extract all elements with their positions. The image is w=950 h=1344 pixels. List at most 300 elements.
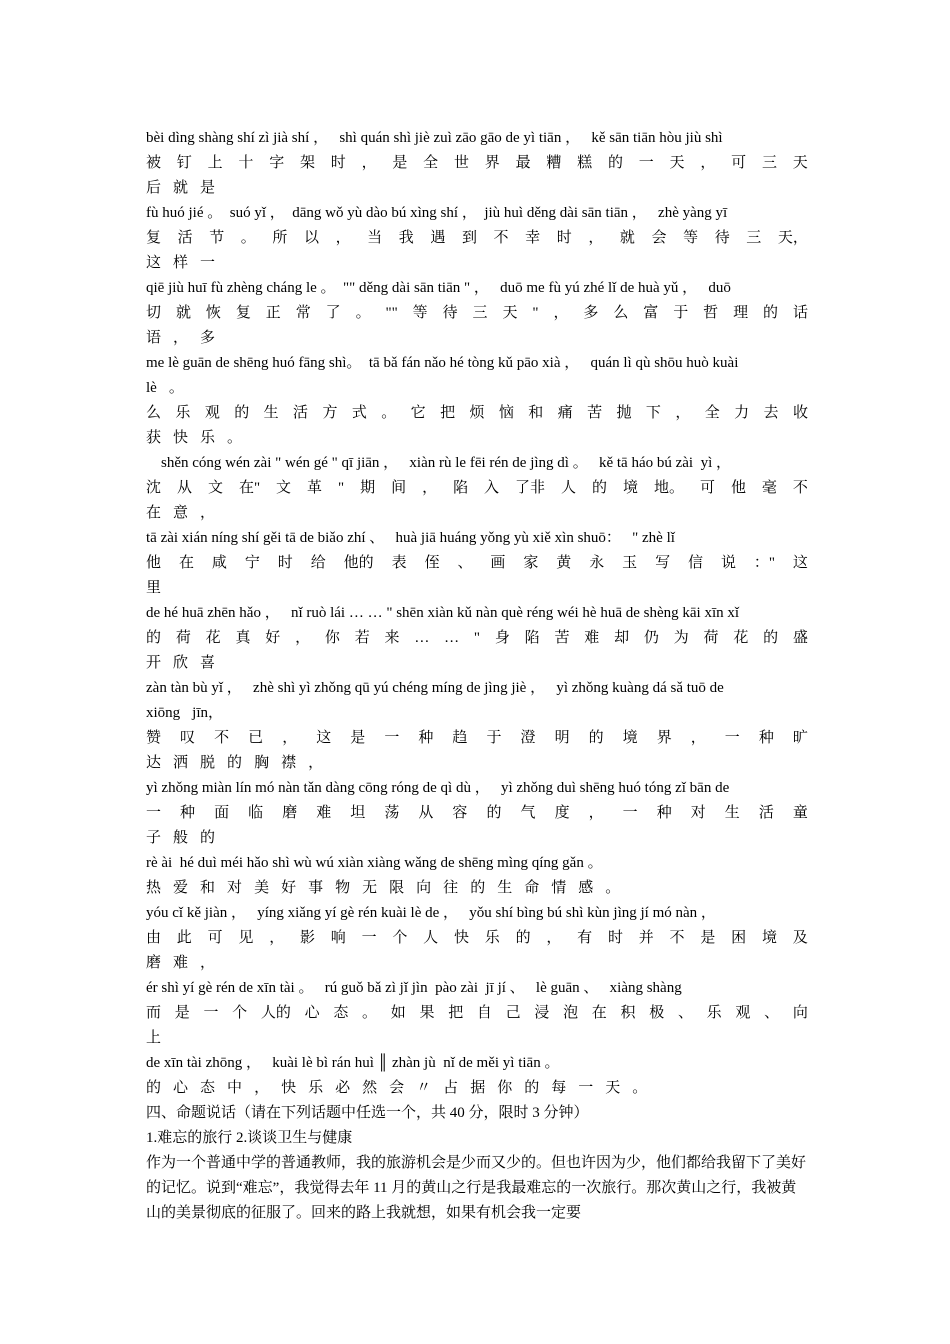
hanzi-token: 难 xyxy=(173,955,189,971)
hanzi-token: 身 xyxy=(494,630,510,646)
hanzi-token: 叹 xyxy=(180,730,196,746)
hanzi-token: 〃 xyxy=(416,1080,432,1096)
hanzi-token: ， xyxy=(173,330,189,346)
hanzi-token: ， xyxy=(282,730,298,746)
hanzi-token: 的 xyxy=(763,630,779,646)
hanzi-token: 下 xyxy=(645,405,661,421)
hanzi-token: 的 xyxy=(515,930,531,946)
hanzi-token: lè xyxy=(146,380,157,396)
hanzi-token: 天 xyxy=(605,1080,621,1096)
hanzi-line xyxy=(146,926,808,951)
hanzi-token: 向 xyxy=(792,1005,808,1021)
hanzi-token: 画 xyxy=(490,555,506,571)
hanzi-line-wrap xyxy=(146,426,808,451)
hanzi-token: 等 xyxy=(412,305,428,321)
hanzi-token: 常 xyxy=(295,305,311,321)
hanzi-token: 了 xyxy=(325,305,341,321)
hanzi-token: 种 xyxy=(656,805,672,821)
hanzi-line-wrap xyxy=(146,326,808,351)
hanzi-token: ， xyxy=(675,405,691,421)
hanzi-token: 陷 xyxy=(453,480,469,496)
hanzi-token: 物 xyxy=(335,880,351,896)
hanzi-line xyxy=(146,726,808,751)
hanzi-token: 恼 xyxy=(498,405,514,421)
hanzi-token: 每 xyxy=(551,1080,567,1096)
hanzi-token: 达 xyxy=(146,755,162,771)
hanzi-token: 花 xyxy=(733,630,749,646)
hanzi-token: 态 xyxy=(200,1080,216,1096)
hanzi-token: 永 xyxy=(589,555,605,571)
hanzi-line-wrap xyxy=(146,701,808,726)
hanzi-token: 为 xyxy=(673,630,689,646)
hanzi-token: 由 xyxy=(146,930,162,946)
hanzi-token: 富 xyxy=(643,305,659,321)
hanzi-token: 就 xyxy=(619,230,635,246)
hanzi-token: 糕 xyxy=(577,155,593,171)
hanzi-token: 一 xyxy=(384,730,400,746)
hanzi-token: 可 xyxy=(207,930,223,946)
hanzi-token: 占 xyxy=(443,1080,459,1096)
hanzi-token: 爱 xyxy=(173,880,189,896)
hanzi-token: 这 xyxy=(792,555,808,571)
hanzi-token: 写 xyxy=(655,555,671,571)
hanzi-token: 文 xyxy=(207,480,223,496)
hanzi-token: 所 xyxy=(272,230,288,246)
hanzi-token: 待 xyxy=(442,305,458,321)
hanzi-token: 旷 xyxy=(792,730,808,746)
pinyin-line: zàn tàn bù yǐ ， zhè shì yì zhǒng qū yú chéng míng de jìng jiè ， yì zhǒng kuàng dá sǎ tuō de xyxy=(146,680,724,696)
hanzi-token: 切 xyxy=(146,305,162,321)
hanzi-token: 荷 xyxy=(175,630,191,646)
hanzi-token: 恢 xyxy=(205,305,221,321)
hanzi-token: 多 xyxy=(583,305,599,321)
hanzi-token: 生 xyxy=(724,805,740,821)
hanzi-token: 时 xyxy=(607,930,623,946)
hanzi-token: 澄 xyxy=(520,730,536,746)
hanzi-token: 的 xyxy=(234,405,250,421)
hanzi-token: 了非 xyxy=(515,480,546,496)
hanzi-token: " xyxy=(473,630,481,646)
pinyin-line: qiē jiù huī fù zhèng cháng le 。 "" děng dài sān tiān " ， duō me fù yú zhé lǐ de huà yǔ ， duō xyxy=(146,280,731,296)
hanzi-token: 仍 xyxy=(643,630,659,646)
hanzi-token: 字 xyxy=(269,155,285,171)
hanzi-token: 全 xyxy=(704,405,720,421)
hanzi-token: 响 xyxy=(330,930,346,946)
hanzi-token: 的 xyxy=(763,305,779,321)
hanzi-token: 限 xyxy=(389,880,405,896)
hanzi-token: 不 xyxy=(792,480,808,496)
hanzi-token: 玉 xyxy=(622,555,638,571)
hanzi-token: 乐 xyxy=(484,930,500,946)
hanzi-token: 难 xyxy=(584,630,600,646)
hanzi-token: 困 xyxy=(731,930,747,946)
hanzi-token: 却 xyxy=(614,630,630,646)
hanzi-token: 地。 xyxy=(653,480,684,496)
hanzi-token: 时 xyxy=(556,230,572,246)
hanzi-token: 一 xyxy=(361,930,377,946)
hanzi-token: 的 xyxy=(486,805,502,821)
hanzi-token: 好 xyxy=(265,630,281,646)
hanzi-token: 毫 xyxy=(761,480,777,496)
hanzi-token: 一 xyxy=(638,155,654,171)
hanzi-token: 人 xyxy=(561,480,577,496)
hanzi-token: 真 xyxy=(235,630,251,646)
section-heading: 四、命题说话（请在下列话题中任选一个，共 40 分，限时 3 分钟） xyxy=(146,1105,589,1121)
hanzi-token: 境 xyxy=(622,480,638,496)
hanzi-line-wrap xyxy=(146,251,808,276)
hanzi-line-wrap xyxy=(146,951,808,976)
hanzi-token: 坦 xyxy=(350,805,366,821)
hanzi-token: 而 xyxy=(146,1005,162,1021)
hanzi-token: 遇 xyxy=(430,230,446,246)
hanzi-token: ， xyxy=(700,155,716,171)
hanzi-token: 境 xyxy=(761,930,777,946)
hanzi-token: 胸 xyxy=(254,755,270,771)
hanzi-token: 三 xyxy=(761,155,777,171)
hanzi-token: 就 xyxy=(175,305,191,321)
hanzi-token: 获 xyxy=(146,430,162,446)
hanzi-line-wrap xyxy=(146,576,808,601)
hanzi-token: 不 xyxy=(669,930,685,946)
hanzi-token: 。 xyxy=(381,405,397,421)
hanzi-token: 无 xyxy=(362,880,378,896)
hanzi-token: 有 xyxy=(577,930,593,946)
hanzi-token: 洒 xyxy=(173,755,189,771)
pinyin-line: tā zài xián níng shí gěi tā de biǎo zhí 、 huà jiā huáng yǒng yù xiě xìn shuō： " zhè lǐ xyxy=(146,530,675,546)
hanzi-token: 被 xyxy=(146,155,162,171)
hanzi-line xyxy=(146,1001,808,1026)
hanzi-token: 后 xyxy=(146,180,162,196)
hanzi-token: 。 xyxy=(355,305,371,321)
hanzi-token: 境 xyxy=(622,730,638,746)
hanzi-token: ， xyxy=(690,730,706,746)
hanzi-token: 对 xyxy=(690,805,706,821)
hanzi-token: 黄 xyxy=(556,555,572,571)
pinyin-line: fù huó jié 。 suó yǐ ， dāng wǒ yù dào bú xìng shí ， jiù huì děng dài sān tiān ， zhè yàng yī xyxy=(146,205,728,221)
hanzi-token: 趋 xyxy=(452,730,468,746)
hanzi-token: 喜 xyxy=(200,655,216,671)
pinyin-line: de xīn tài zhōng ， kuài lè bì rán huì ║ zhàn jù nǐ de měi yì tiān 。 xyxy=(146,1055,560,1071)
hanzi-token: 复 xyxy=(146,230,162,246)
hanzi-token: 。 xyxy=(168,380,184,396)
hanzi-line-wrap xyxy=(146,826,808,851)
hanzi-token: 开 xyxy=(146,655,162,671)
hanzi-token: 全 xyxy=(423,155,439,171)
hanzi-token: xiōng xyxy=(146,705,181,721)
hanzi-token: 热 xyxy=(146,880,162,896)
hanzi-token: 快 xyxy=(173,430,189,446)
hanzi-token: 如 xyxy=(390,1005,406,1021)
hanzi-token: 一 xyxy=(578,1080,594,1096)
hanzi-token: 快 xyxy=(281,1080,297,1096)
hanzi-token: 一 xyxy=(200,255,216,271)
hanzi-token: 他 xyxy=(146,555,162,571)
hanzi-token: ， xyxy=(422,480,438,496)
hanzi-line-wrap xyxy=(146,376,808,401)
hanzi-token: 难 xyxy=(316,805,332,821)
hanzi-token: 可 xyxy=(731,155,747,171)
hanzi-token: 是 xyxy=(200,180,216,196)
hanzi-token: 感 xyxy=(578,880,594,896)
hanzi-token: 复 xyxy=(235,305,251,321)
hanzi-token: 花 xyxy=(205,630,221,646)
essay-paragraph: 作为一个普通中学的普通教师，我的旅游机会是少而又少的。但也许因为少，他们都给我留下了美好的记忆。说到“难忘”，我觉得去年 11 月的黄山之行是我最难忘的一次旅行。那次黄山之行，我被黄山的美景彻底的征服了。回来的路上我就想，如果有机会我一定要 xyxy=(146,1155,807,1221)
hanzi-token: 在" xyxy=(238,480,261,496)
pinyin-line: shěn cóng wén zài " wén gé " qī jiān ， xiàn rù le fēi rén de jìng dì 。 kě tā háo bú zài yì ， xyxy=(146,455,732,471)
hanzi-token: 盛 xyxy=(792,630,808,646)
hanzi-token: 活 xyxy=(293,405,309,421)
hanzi-token: 天， xyxy=(777,230,808,246)
hanzi-line-wrap xyxy=(146,501,808,526)
hanzi-token: 三 xyxy=(472,305,488,321)
hanzi-token: 糟 xyxy=(546,155,562,171)
hanzi-token: 三 xyxy=(746,230,762,246)
hanzi-token: 此 xyxy=(176,930,192,946)
hanzi-token: 一 xyxy=(203,1005,219,1021)
hanzi-token: 意 xyxy=(173,505,189,521)
hanzi-token: 期 xyxy=(360,480,376,496)
hanzi-token: 命 xyxy=(524,880,540,896)
hanzi-token: 种 xyxy=(180,805,196,821)
hanzi-token: 一 xyxy=(724,730,740,746)
hanzi-line-wrap xyxy=(146,176,808,201)
hanzi-token: 欣 xyxy=(173,655,189,671)
hanzi-token: 么 xyxy=(146,405,162,421)
hanzi-token: 襟 xyxy=(281,755,297,771)
hanzi-token: 影 xyxy=(299,930,315,946)
hanzi-token: 在 xyxy=(178,555,194,571)
hanzi-line-wrap xyxy=(146,1076,808,1101)
hanzi-token: " xyxy=(338,480,345,496)
hanzi-token: 不 xyxy=(214,730,230,746)
hanzi-token: ， xyxy=(308,755,324,771)
hanzi-token: 抛 xyxy=(616,405,632,421)
hanzi-token: 态 xyxy=(333,1005,349,1021)
hanzi-token: 的 xyxy=(524,1080,540,1096)
hanzi-token: 泡 xyxy=(563,1005,579,1021)
hanzi-token: 等 xyxy=(683,230,699,246)
hanzi-token: 乐 xyxy=(308,1080,324,1096)
hanzi-line-wrap xyxy=(146,751,808,776)
hanzi-token: 心 xyxy=(304,1005,320,1021)
hanzi-token: 极 xyxy=(649,1005,665,1021)
pinyin-line: de hé huā zhēn hǎo ， nǐ ruò lái … … " shēn xiàn kǔ nàn què réng wéi hè huā de shèng kāi xīn xǐ xyxy=(146,605,740,621)
hanzi-token: 荷 xyxy=(703,630,719,646)
hanzi-token: 陷 xyxy=(524,630,540,646)
hanzi-token: 苦 xyxy=(587,405,603,421)
hanzi-token: 赞 xyxy=(146,730,162,746)
hanzi-token: 给 xyxy=(310,555,326,571)
hanzi-token: ， xyxy=(553,305,569,321)
hanzi-token: 度 xyxy=(554,805,570,821)
hanzi-token: 情 xyxy=(551,880,567,896)
hanzi-token: 钉 xyxy=(176,155,192,171)
hanzi-token: 语 xyxy=(146,330,162,346)
hanzi-token: 可 xyxy=(699,480,715,496)
hanzi-token: 最 xyxy=(515,155,531,171)
hanzi-line xyxy=(146,401,808,426)
hanzi-token: 磨 xyxy=(146,955,162,971)
hanzi-token: 在 xyxy=(591,1005,607,1021)
hanzi-token: 架 xyxy=(299,155,315,171)
hanzi-token: 会 xyxy=(651,230,667,246)
hanzi-token: 他 xyxy=(730,480,746,496)
hanzi-token: 于 xyxy=(486,730,502,746)
hanzi-token: 力 xyxy=(734,405,750,421)
hanzi-token: 会 xyxy=(389,1080,405,1096)
hanzi-token: 是 xyxy=(700,930,716,946)
hanzi-token: 烦 xyxy=(469,405,485,421)
hanzi-token: 间 xyxy=(391,480,407,496)
hanzi-token: 子 xyxy=(146,830,162,846)
hanzi-token: 的 xyxy=(146,630,162,646)
hanzi-token: 乐 xyxy=(200,430,216,446)
hanzi-token: 据 xyxy=(470,1080,486,1096)
hanzi-token: 往 xyxy=(443,880,459,896)
hanzi-token: 人 xyxy=(423,930,439,946)
hanzi-token: 于 xyxy=(673,305,689,321)
hanzi-line-wrap xyxy=(146,876,808,901)
hanzi-token: ， xyxy=(335,230,351,246)
hanzi-token: 上 xyxy=(207,155,223,171)
hanzi-token: 和 xyxy=(528,405,544,421)
hanzi-token: 时 xyxy=(277,555,293,571)
hanzi-line xyxy=(146,551,808,576)
hanzi-line xyxy=(146,476,808,501)
hanzi-token: 脱 xyxy=(200,755,216,771)
hanzi-token: ， xyxy=(361,155,377,171)
hanzi-token: 到 xyxy=(461,230,477,246)
hanzi-token: 把 xyxy=(440,405,456,421)
hanzi-token: 家 xyxy=(523,555,539,571)
hanzi-token: 和 xyxy=(200,880,216,896)
hanzi-token: 从 xyxy=(176,480,192,496)
hanzi-token: 临 xyxy=(248,805,264,821)
hanzi-token: 必 xyxy=(335,1080,351,1096)
hanzi-token: ， xyxy=(269,930,285,946)
hanzi-token: 节 xyxy=(209,230,225,246)
document-page xyxy=(146,126,808,1226)
hanzi-token: 苦 xyxy=(554,630,570,646)
hanzi-token: 痛 xyxy=(557,405,573,421)
hanzi-token: 上 xyxy=(146,1030,162,1046)
hanzi-token: 把 xyxy=(448,1005,464,1021)
hanzi-token: 向 xyxy=(416,880,432,896)
hanzi-token: 积 xyxy=(620,1005,636,1021)
hanzi-token: 容 xyxy=(452,805,468,821)
hanzi-token: 的 xyxy=(588,730,604,746)
hanzi-token: 磨 xyxy=(282,805,298,821)
hanzi-token: 已 xyxy=(248,730,264,746)
hanzi-token: ， xyxy=(588,805,604,821)
pinyin-text-block xyxy=(146,126,808,1101)
hanzi-token: 文 xyxy=(276,480,292,496)
hanzi-token: 明 xyxy=(554,730,570,746)
hanzi-token: 界 xyxy=(484,155,500,171)
hanzi-token: 去 xyxy=(763,405,779,421)
hanzi-token: 正 xyxy=(265,305,281,321)
hanzi-token: 自 xyxy=(476,1005,492,1021)
hanzi-token: 人的 xyxy=(260,1005,291,1021)
hanzi-token: 、 xyxy=(677,1005,693,1021)
hanzi-token: 不 xyxy=(493,230,509,246)
hanzi-token: 信 xyxy=(688,555,704,571)
hanzi-token: 中 xyxy=(227,1080,243,1096)
hanzi-token: 里 xyxy=(146,580,162,596)
hanzi-token: " xyxy=(532,305,539,321)
hanzi-token: 。 xyxy=(362,1005,378,1021)
hanzi-token: 待 xyxy=(714,230,730,246)
hanzi-token: 。 xyxy=(240,230,256,246)
hanzi-token: 个 xyxy=(232,1005,248,1021)
hanzi-token: 革 xyxy=(307,480,323,496)
hanzi-token: 么 xyxy=(613,305,629,321)
hanzi-token: 来 xyxy=(384,630,400,646)
hanzi-token: 是 xyxy=(392,155,408,171)
hanzi-token: 说 xyxy=(720,555,736,571)
pinyin-line: yóu cǐ kě jiàn ， yíng xiǎng yí gè rén kuài lè de ， yǒu shí bìng bú shì kùn jìng jí mó nàn ， xyxy=(146,905,716,921)
hanzi-line xyxy=(146,226,808,251)
hanzi-token: 这 xyxy=(316,730,332,746)
hanzi-token: 界 xyxy=(656,730,672,746)
hanzi-token: "" xyxy=(385,305,398,321)
hanzi-token: 并 xyxy=(638,930,654,946)
hanzi-token: 观 xyxy=(204,405,220,421)
hanzi-token: 表 xyxy=(391,555,407,571)
hanzi-token: 然 xyxy=(362,1080,378,1096)
hanzi-token: jīn， xyxy=(192,705,224,721)
hanzi-token: 童 xyxy=(792,805,808,821)
hanzi-token: 及 xyxy=(792,930,808,946)
hanzi-token: 你 xyxy=(497,1080,513,1096)
hanzi-token: 方 xyxy=(322,405,338,421)
hanzi-token: 他的 xyxy=(343,555,374,571)
hanzi-token: 浸 xyxy=(534,1005,550,1021)
hanzi-token: 见 xyxy=(238,930,254,946)
hanzi-token: 的 xyxy=(227,755,243,771)
hanzi-token: ， xyxy=(295,630,311,646)
hanzi-token: 天 xyxy=(502,305,518,321)
hanzi-token: 就 xyxy=(173,180,189,196)
hanzi-token: 生 xyxy=(263,405,279,421)
hanzi-token: 果 xyxy=(419,1005,435,1021)
hanzi-token: 种 xyxy=(758,730,774,746)
hanzi-token: 若 xyxy=(354,630,370,646)
hanzi-token: 的 xyxy=(607,155,623,171)
hanzi-token: 在 xyxy=(146,505,162,521)
hanzi-token: 幸 xyxy=(525,230,541,246)
hanzi-token: ， xyxy=(546,930,562,946)
hanzi-token: 咸 xyxy=(211,555,227,571)
pinyin-line: bèi dìng shàng shí zì jià shí ， shì quán shì jiè zuì zāo gāo de yì tiān ， kě sān tiān hòu jiù shì xyxy=(146,130,723,146)
hanzi-token: 荡 xyxy=(384,805,400,821)
hanzi-token: 沈 xyxy=(146,480,162,496)
hanzi-token: 。 xyxy=(632,1080,648,1096)
hanzi-token: 个 xyxy=(392,930,408,946)
hanzi-token: 十 xyxy=(238,155,254,171)
hanzi-token: 面 xyxy=(214,805,230,821)
hanzi-token: 种 xyxy=(418,730,434,746)
hanzi-token: 你 xyxy=(324,630,340,646)
hanzi-token: 宁 xyxy=(244,555,260,571)
hanzi-token: 这 xyxy=(146,255,162,271)
hanzi-token: 理 xyxy=(733,305,749,321)
hanzi-token: 、 xyxy=(764,1005,780,1021)
hanzi-token: 哲 xyxy=(703,305,719,321)
pinyin-line: ér shì yí gè rén de xīn tài 。 rú guǒ bǎ zì jǐ jìn pào zài jī jí 、 lè guān 、 xiàng shàng xyxy=(146,980,682,996)
hanzi-token: 从 xyxy=(418,805,434,821)
hanzi-token: 乐 xyxy=(706,1005,722,1021)
